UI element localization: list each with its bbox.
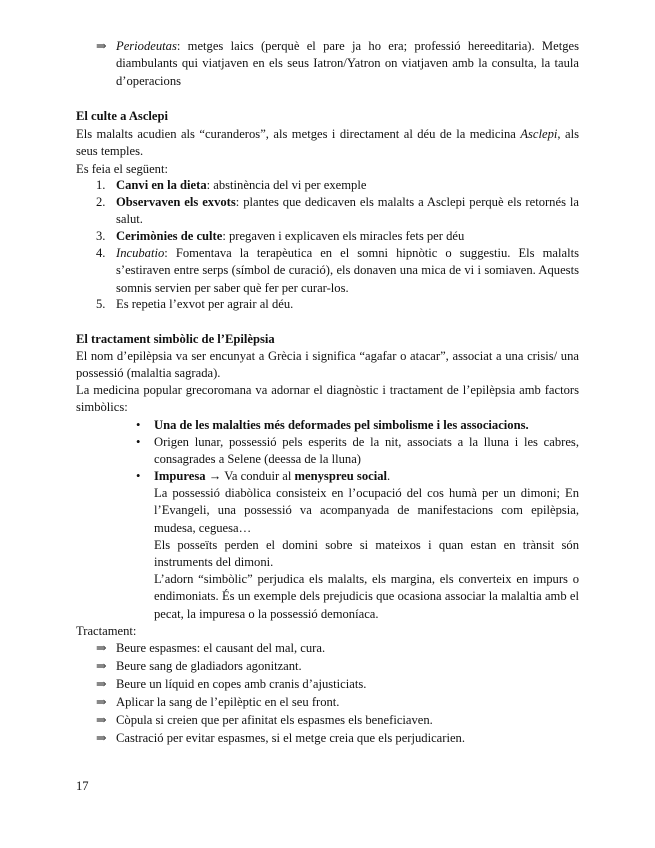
list-item-term: Observaven els exvots (116, 195, 236, 209)
treatment-item (96, 658, 579, 675)
arrow-icon: ⇒ (96, 713, 107, 727)
arrow-icon: ⇒ (96, 731, 107, 745)
list-item-term: Incubatio (116, 246, 165, 260)
arrow-icon: ⇒ (96, 39, 107, 53)
list-item-desc: : abstinència del vi per exemple (206, 178, 367, 192)
menyspreu-term: menyspreu social (294, 469, 388, 483)
bullet-icon: • (136, 418, 141, 432)
impuresa-paragraph-1: La possessió diabòlica consisteix en l’ocupació del cos humà per un dimoni; En l’Evangeli, una possessió va acompanyada de manifestacions com epilèpsia, mudesa, ceguesa… (154, 486, 579, 535)
arrow-icon: ⇒ (96, 695, 107, 709)
arrow-icon: ⇒ (96, 659, 107, 673)
list-item-text (116, 228, 579, 245)
page-number: 17 (76, 779, 89, 793)
bullet-item (136, 417, 579, 434)
culte-para-text-b: , als seus temples. (76, 127, 579, 159)
impuresa-end: . (387, 469, 391, 483)
list-item-term: Canvi en la dieta (116, 178, 207, 192)
culte-para-em: Asclepi (520, 127, 558, 141)
culte-list-item (96, 194, 579, 229)
culte-list-item (96, 177, 579, 194)
bullet-item (136, 434, 579, 469)
bullet-icon: • (136, 469, 141, 483)
list-number: 3. (96, 229, 106, 243)
bullet-item (136, 468, 579, 485)
bullet-text: Una de les malalties més deformades pel simbolisme i les associacions. (154, 418, 529, 432)
list-item-text (116, 194, 579, 229)
periodeutas-desc: : metges laics (perquè el pare ja ho era; professió hereeditaria). Metges diambulants qui viatjaven en els seus Iatron/Yatron on viatjaven amb la consulta, la taula d’operacions (116, 39, 579, 88)
bullet-icon: • (136, 435, 141, 449)
tractament-label: Tractament: (76, 624, 137, 638)
impuresa-paragraph-3: L’adorn “simbòlic” perjudica els malalts, els margina, els converteix en impurs o endimoniats. És un exemple dels prejudicis que ocasiona associar la malaltia amb el pecat, la impuresa o la possessió demoníaca. (154, 572, 579, 621)
culte-list-item (96, 245, 579, 297)
list-number: 5. (96, 297, 106, 311)
list-item-desc: : Fomentava la terapèutica en el somni hipnòtic o suggestiu. Els malalts s’estiraven entre serps (símbol de curació), els donaven una mica de vi i somiaven. Aquests somnis servien per saber què fer per curar-los. (116, 246, 579, 295)
right-arrow-icon: → (205, 469, 225, 483)
impuresa-text: Va conduir al (224, 469, 295, 483)
treatment-item (96, 640, 579, 657)
culte-para-text-a: Els malalts acudien als “curanderos”, als metges i directament al déu de la medicina (76, 127, 521, 141)
list-number: 4. (96, 246, 106, 260)
tractament-paragraph-1: El nom d’epilèpsia va ser encunyat a Grècia i significa “agafar o atacar”, associat a una crisis/ una possessió (malaltia sagrada). (76, 349, 579, 381)
tractament-paragraph-2: La medicina popular grecoromana va adornar el diagnòstic i tractament de l’epilèpsia amb factors simbòlics: (76, 383, 579, 415)
treatment-item (96, 694, 579, 711)
treatment-text: Aplicar la sang de l’epilèptic en el seu front. (116, 695, 340, 709)
treatment-item (96, 712, 579, 729)
bullet-text: Origen lunar, possessió pels esperits de la nit, associats a la lluna i les cabres, consagrades a Selene (deessa de la lluna) (154, 435, 579, 467)
impuresa-term: Impuresa (154, 469, 206, 483)
arrow-icon: ⇒ (96, 641, 107, 655)
culte-list-item (96, 296, 579, 313)
list-item-desc: : pregaven i explicaven els miracles fets per déu (222, 229, 465, 243)
list-item-text (116, 245, 579, 297)
treatment-text: Beure un líquid en copes amb cranis d’ajusticiats. (116, 677, 367, 691)
impuresa-paragraph-2: Els posseïts perden el domini sobre si mateixos i quan estan en trànsit són instruments del dimoni. (154, 538, 579, 570)
bullet-text (154, 468, 579, 485)
treatment-item (96, 676, 579, 693)
treatment-item (96, 730, 579, 747)
list-item-desc: : plantes que dedicaven els malalts a Asclepi perquè els retornés la salut. (116, 195, 579, 227)
periodeutas-term: Periodeutas (116, 39, 177, 53)
periodeutas-item (96, 38, 579, 90)
culte-list-item (96, 228, 579, 245)
list-item-term: Cerimònies de culte (116, 229, 223, 243)
list-number: 2. (96, 195, 106, 209)
treatment-text: Beure espasmes: el causant del mal, cura. (116, 641, 326, 655)
list-item-text (116, 177, 579, 194)
culte-paragraph (76, 126, 579, 161)
culte-intro-line: Es feia el següent: (76, 162, 168, 176)
section-heading-culte: El culte a Asclepi (76, 109, 168, 123)
periodeutas-text (116, 38, 579, 90)
arrow-icon: ⇒ (96, 677, 107, 691)
list-number: 1. (96, 178, 106, 192)
treatment-text: Beure sang de gladiadors agonitzant. (116, 659, 302, 673)
treatment-text: Castració per evitar espasmes, si el metge creia que els perjudicarien. (116, 731, 465, 745)
list-item-text: Es repetia l’exvot per agrair al déu. (116, 297, 294, 311)
treatment-text: Còpula si creien que per afinitat els espasmes els beneficiaven. (116, 713, 433, 727)
section-heading-tractament: El tractament simbòlic de l’Epilèpsia (76, 332, 275, 346)
